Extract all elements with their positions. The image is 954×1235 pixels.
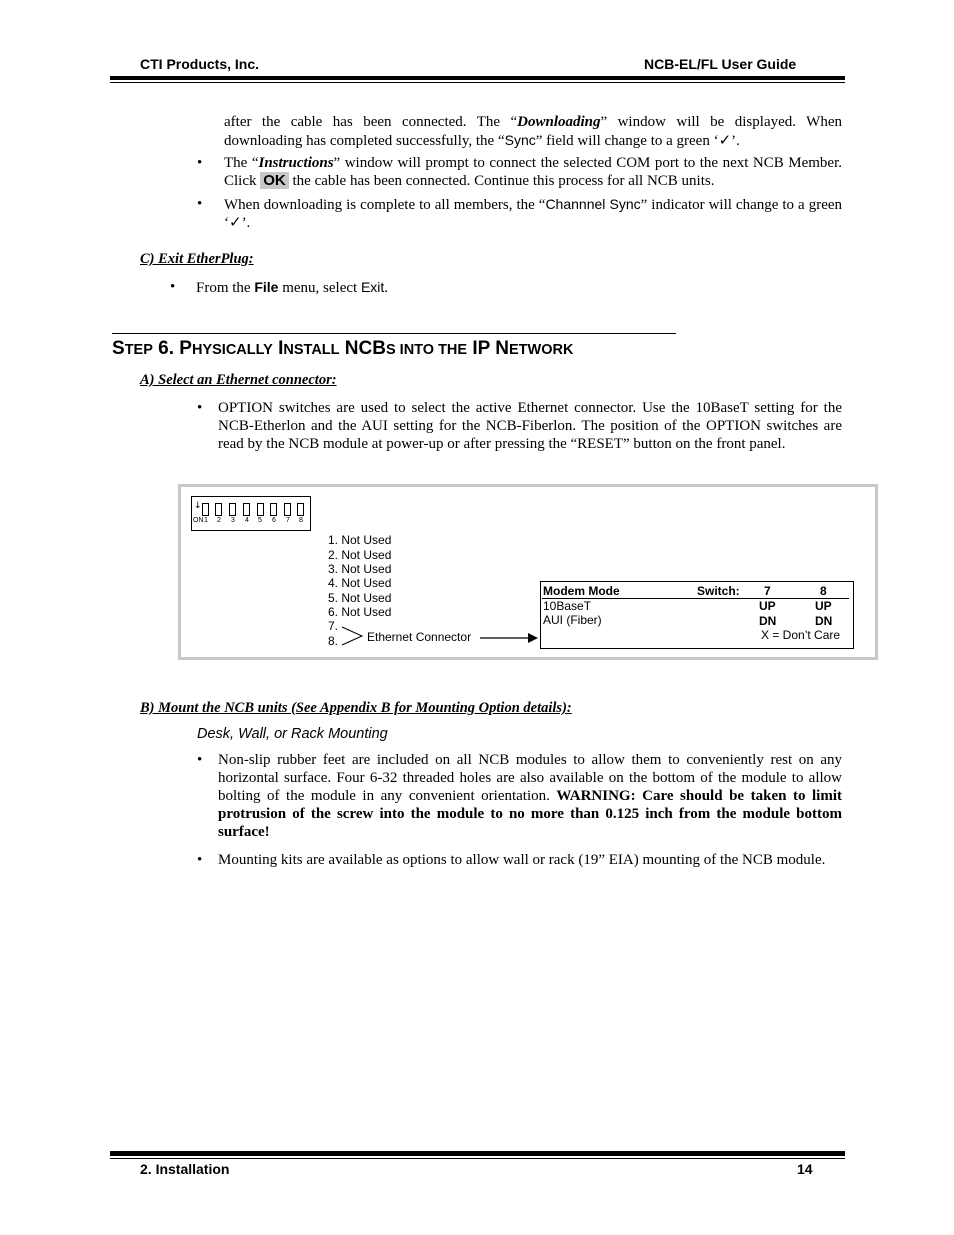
table-cell: DN	[759, 614, 777, 628]
dip-switch-block	[191, 496, 311, 531]
header-guide-title: NCB-EL/FL User Guide	[644, 56, 797, 72]
dip-number: 6	[272, 517, 276, 524]
footer-rule	[110, 1151, 845, 1156]
switch-position-item: 2. Not Used	[328, 548, 392, 562]
intro-paragraph: after the cable has been connected. The “Downloading” window will be displayed. When downloading has completed successfully, the “Sync” field will change to a green ‘✓’.	[224, 114, 842, 149]
table-note: X = Don’t Care	[761, 628, 841, 642]
header-rule-thin	[110, 82, 845, 83]
channel-sync-bullet: When downloading is complete to all members, the “Channnel Sync” indicator will change to a green ‘✓’.	[224, 196, 843, 231]
mounting-kits-bullet: Mounting kits are available as options to allow wall or rack (19” EIA) mounting of the NCB module.	[218, 852, 826, 868]
header-rule	[110, 76, 845, 80]
dip-switch	[297, 503, 304, 516]
dip-switch	[257, 503, 264, 516]
step-6-title: STEP 6. PHYSICALLY INSTALL NCBS INTO THE IP NETWORK	[112, 338, 574, 359]
section-c-title: C) Exit EtherPlug:	[140, 251, 254, 267]
option-switches-bullet: OPTION switches are used to select the active Ethernet connector. Use the 10BaseT setting for the NCB-Etherlon and the AUI setting for the NCB-Fiberlon. The position of the OPTION switches are read by the NCB module at power-up or after pressing the “RESET” button on the front panel.	[218, 400, 842, 452]
header-company: CTI Products, Inc.	[140, 56, 260, 72]
mounting-subheading: Desk, Wall, or Rack Mounting	[197, 726, 388, 742]
table-cell: UP	[815, 599, 832, 613]
ok-button-label: OK	[260, 172, 289, 189]
bullet-dot: •	[197, 155, 203, 171]
bullet-dot: •	[197, 752, 203, 768]
ethernet-connector-label: Ethernet Connector	[367, 630, 472, 644]
dip-switch	[284, 503, 291, 516]
bullet-dot: •	[197, 852, 203, 868]
page-number: 14	[797, 1161, 813, 1177]
section-b-title: B) Mount the NCB units (See Appendix B for Mounting Option details):	[140, 700, 572, 716]
table-row-label: AUI (Fiber)	[543, 613, 602, 627]
table-header-switch: Switch:	[697, 584, 740, 598]
footer-rule-thin	[110, 1158, 845, 1159]
table-header-mode: Modem Mode	[543, 584, 620, 598]
dip-number: 7	[286, 517, 290, 524]
table-header-7: 7	[764, 584, 771, 598]
section-a-title: A) Select an Ethernet connector:	[140, 372, 337, 388]
switch-position-item: 1. Not Used	[328, 533, 392, 547]
bullet-dot: •	[170, 279, 176, 295]
table-header-8: 8	[820, 584, 827, 598]
step-title-rule	[112, 333, 676, 334]
switch-position-item: 6. Not Used	[328, 605, 392, 619]
switch-position-item: 8.	[328, 634, 339, 648]
dip-number: 2	[217, 517, 221, 524]
footer-section: 2. Installation	[140, 1161, 230, 1177]
dip-switch	[229, 503, 236, 516]
dip-number: 8	[299, 517, 303, 524]
table-row-label: 10BaseT	[543, 599, 592, 613]
bullet-dot: •	[197, 400, 203, 416]
dip-number: 5	[258, 517, 262, 524]
dip-switch	[202, 503, 209, 516]
dip-number: 3	[231, 517, 235, 524]
table-cell: UP	[759, 599, 776, 613]
exit-bullet: From the File menu, select Exit.	[196, 279, 389, 296]
switch-position-item: 3. Not Used	[328, 562, 392, 576]
switch-position-item: 5. Not Used	[328, 591, 392, 605]
dip-switch	[215, 503, 222, 516]
switch-position-item: 4. Not Used	[328, 576, 392, 590]
switch-position-item: 7.	[328, 619, 339, 633]
table-cell: DN	[815, 614, 833, 628]
dip-number: 4	[245, 517, 249, 524]
modem-mode-table	[540, 581, 854, 649]
dip-switch	[243, 503, 250, 516]
rubber-feet-bullet: Non-slip rubber feet are included on all NCB modules to allow them to conveniently rest on any horizontal surface. Four 6-32 threaded holes are also available on the bottom of the module to allow bolting of the module in any convenient orientation. WARNING: Care should be taken to limit protrusion of the screw into the module to no more than 0.125 inch from the module bottom surface!	[218, 752, 842, 840]
bullet-dot: •	[197, 196, 203, 212]
dip-switch	[270, 503, 277, 516]
instructions-bullet: The “Instructions” window will prompt to connect the selected COM port to the next NCB Member. Click OK the cable has been connected. Continue this process for all NCB units.	[224, 155, 843, 189]
dip-number: 1	[204, 517, 208, 524]
dip-on-label: ON	[193, 517, 204, 524]
down-arrow-icon: ↓	[194, 501, 202, 511]
